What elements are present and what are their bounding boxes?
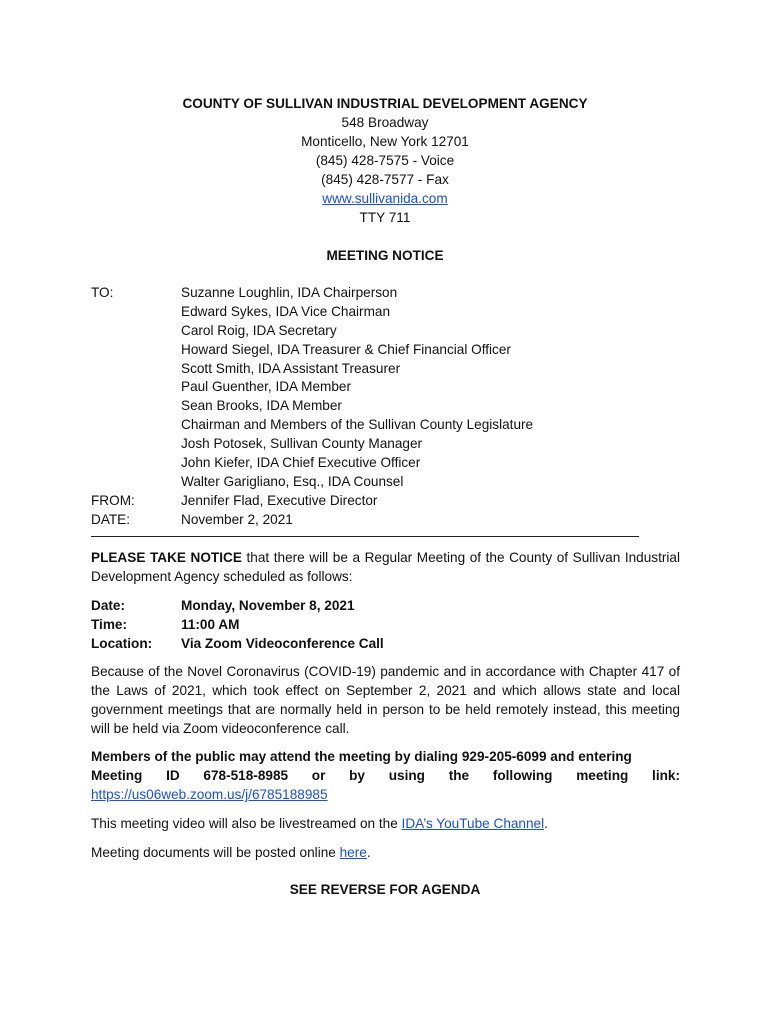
recipient-name: Edward Sykes, IDA Vice Chairman (181, 303, 391, 319)
notice-text: that there will be a Regular Meeting of the County of Sullivan Industrial Development Agency scheduled as follows: (91, 550, 681, 584)
covid-paragraph: Because of the Novel Coronavirus (COVID-19) pandemic and in accordance with Chapter 417 of the Laws of 2021, which took effect on September 2, 2021 and which allows state and local government meetings that are normally held in person to be held remotely instead, this meeting will be held via Zoom videoconference call. (91, 664, 680, 736)
zoom-meeting-link[interactable]: https://us06web.zoom.us/j/6785188985 (91, 787, 328, 802)
meeting-location-label: Location: (91, 636, 153, 651)
recipient-name: Walter Garigliano, Esq., IDA Counsel (181, 473, 404, 489)
recipient-row (91, 416, 691, 435)
fax-number: (845) 428-7577 - Fax (321, 172, 449, 187)
meeting-time-row (91, 615, 680, 634)
documents-paragraph (91, 843, 680, 862)
meeting-time-label: Time: (91, 617, 128, 632)
public-access-paragraph (91, 747, 680, 804)
recipient-name: Paul Guenther, IDA Member (181, 379, 352, 395)
meeting-details (91, 596, 680, 653)
recipient-row (91, 284, 691, 303)
recipient-row (91, 322, 691, 341)
website-link[interactable]: www.sullivanida.com (322, 191, 448, 206)
recipient-name: Sean Brooks, IDA Member (181, 398, 342, 414)
meeting-location-row (91, 634, 680, 653)
voice-phone: (845) 428-7575 - Voice (315, 153, 455, 168)
meeting-date-row (91, 596, 680, 615)
agenda-footer: SEE REVERSE FOR AGENDA (289, 882, 481, 897)
agency-name: COUNTY OF SULLIVAN INDUSTRIAL DEVELOPMENT AGENCY (182, 96, 588, 111)
address-line-2: Monticello, New York 12701 (301, 134, 469, 149)
recipient-name: Carol Roig, IDA Secretary (181, 322, 337, 338)
livestream-end: . (544, 816, 548, 831)
tty-number: TTY 711 (359, 210, 411, 225)
livestream-paragraph (91, 814, 680, 833)
recipient-row (91, 454, 691, 473)
date-row (91, 511, 691, 530)
recipient-row (91, 435, 691, 454)
notice-paragraph (91, 548, 680, 586)
recipient-name: Scott Smith, IDA Assistant Treasurer (181, 360, 401, 376)
recipient-name: John Kiefer, IDA Chief Executive Officer (181, 455, 421, 471)
documents-here-link[interactable]: here (339, 845, 367, 860)
recipient-row (91, 473, 691, 492)
recipients-block (91, 284, 691, 530)
documents-text: Meeting documents will be posted online (91, 845, 340, 860)
notice-lead: PLEASE TAKE NOTICE (91, 550, 242, 565)
recipient-row (91, 303, 691, 322)
letterhead (0, 94, 770, 227)
date-value: November 2, 2021 (181, 511, 293, 527)
public-access-line-1: Members of the public may attend the meeting by dialing 929-205-6099 and entering (91, 749, 632, 764)
from-label: FROM: (91, 492, 135, 508)
recipient-row (91, 378, 691, 397)
recipient-row (91, 360, 691, 379)
livestream-text: This meeting video will also be livestreamed on the (91, 816, 402, 831)
meeting-notice-title: MEETING NOTICE (326, 248, 444, 263)
meeting-date-label: Date: (91, 598, 125, 613)
recipient-row (91, 397, 691, 416)
from-value: Jennifer Flad, Executive Director (181, 492, 378, 508)
public-access-line-2: Meeting ID 678-518-8985 or by using the following meeting link: (91, 768, 680, 783)
address-line-1: 548 Broadway (341, 115, 429, 130)
recipient-name: Chairman and Members of the Sullivan County Legislature (181, 417, 534, 433)
to-label: TO: (91, 285, 114, 300)
recipient-name: Howard Siegel, IDA Treasurer & Chief Financial Officer (181, 341, 511, 357)
from-row (91, 492, 691, 511)
youtube-channel-link[interactable]: IDA’s YouTube Channel (401, 816, 545, 831)
recipient-row (91, 341, 691, 360)
horizontal-divider (91, 536, 639, 537)
meeting-location-value: Via Zoom Videoconference Call (181, 636, 384, 651)
recipient-name: Josh Potosek, Sullivan County Manager (181, 436, 423, 452)
meeting-date-value: Monday, November 8, 2021 (181, 598, 355, 613)
date-label: DATE: (91, 511, 131, 527)
recipient-name: Suzanne Loughlin, IDA Chairperson (181, 285, 398, 300)
meeting-time-value: 11:00 AM (181, 617, 240, 632)
documents-end: . (366, 845, 371, 860)
